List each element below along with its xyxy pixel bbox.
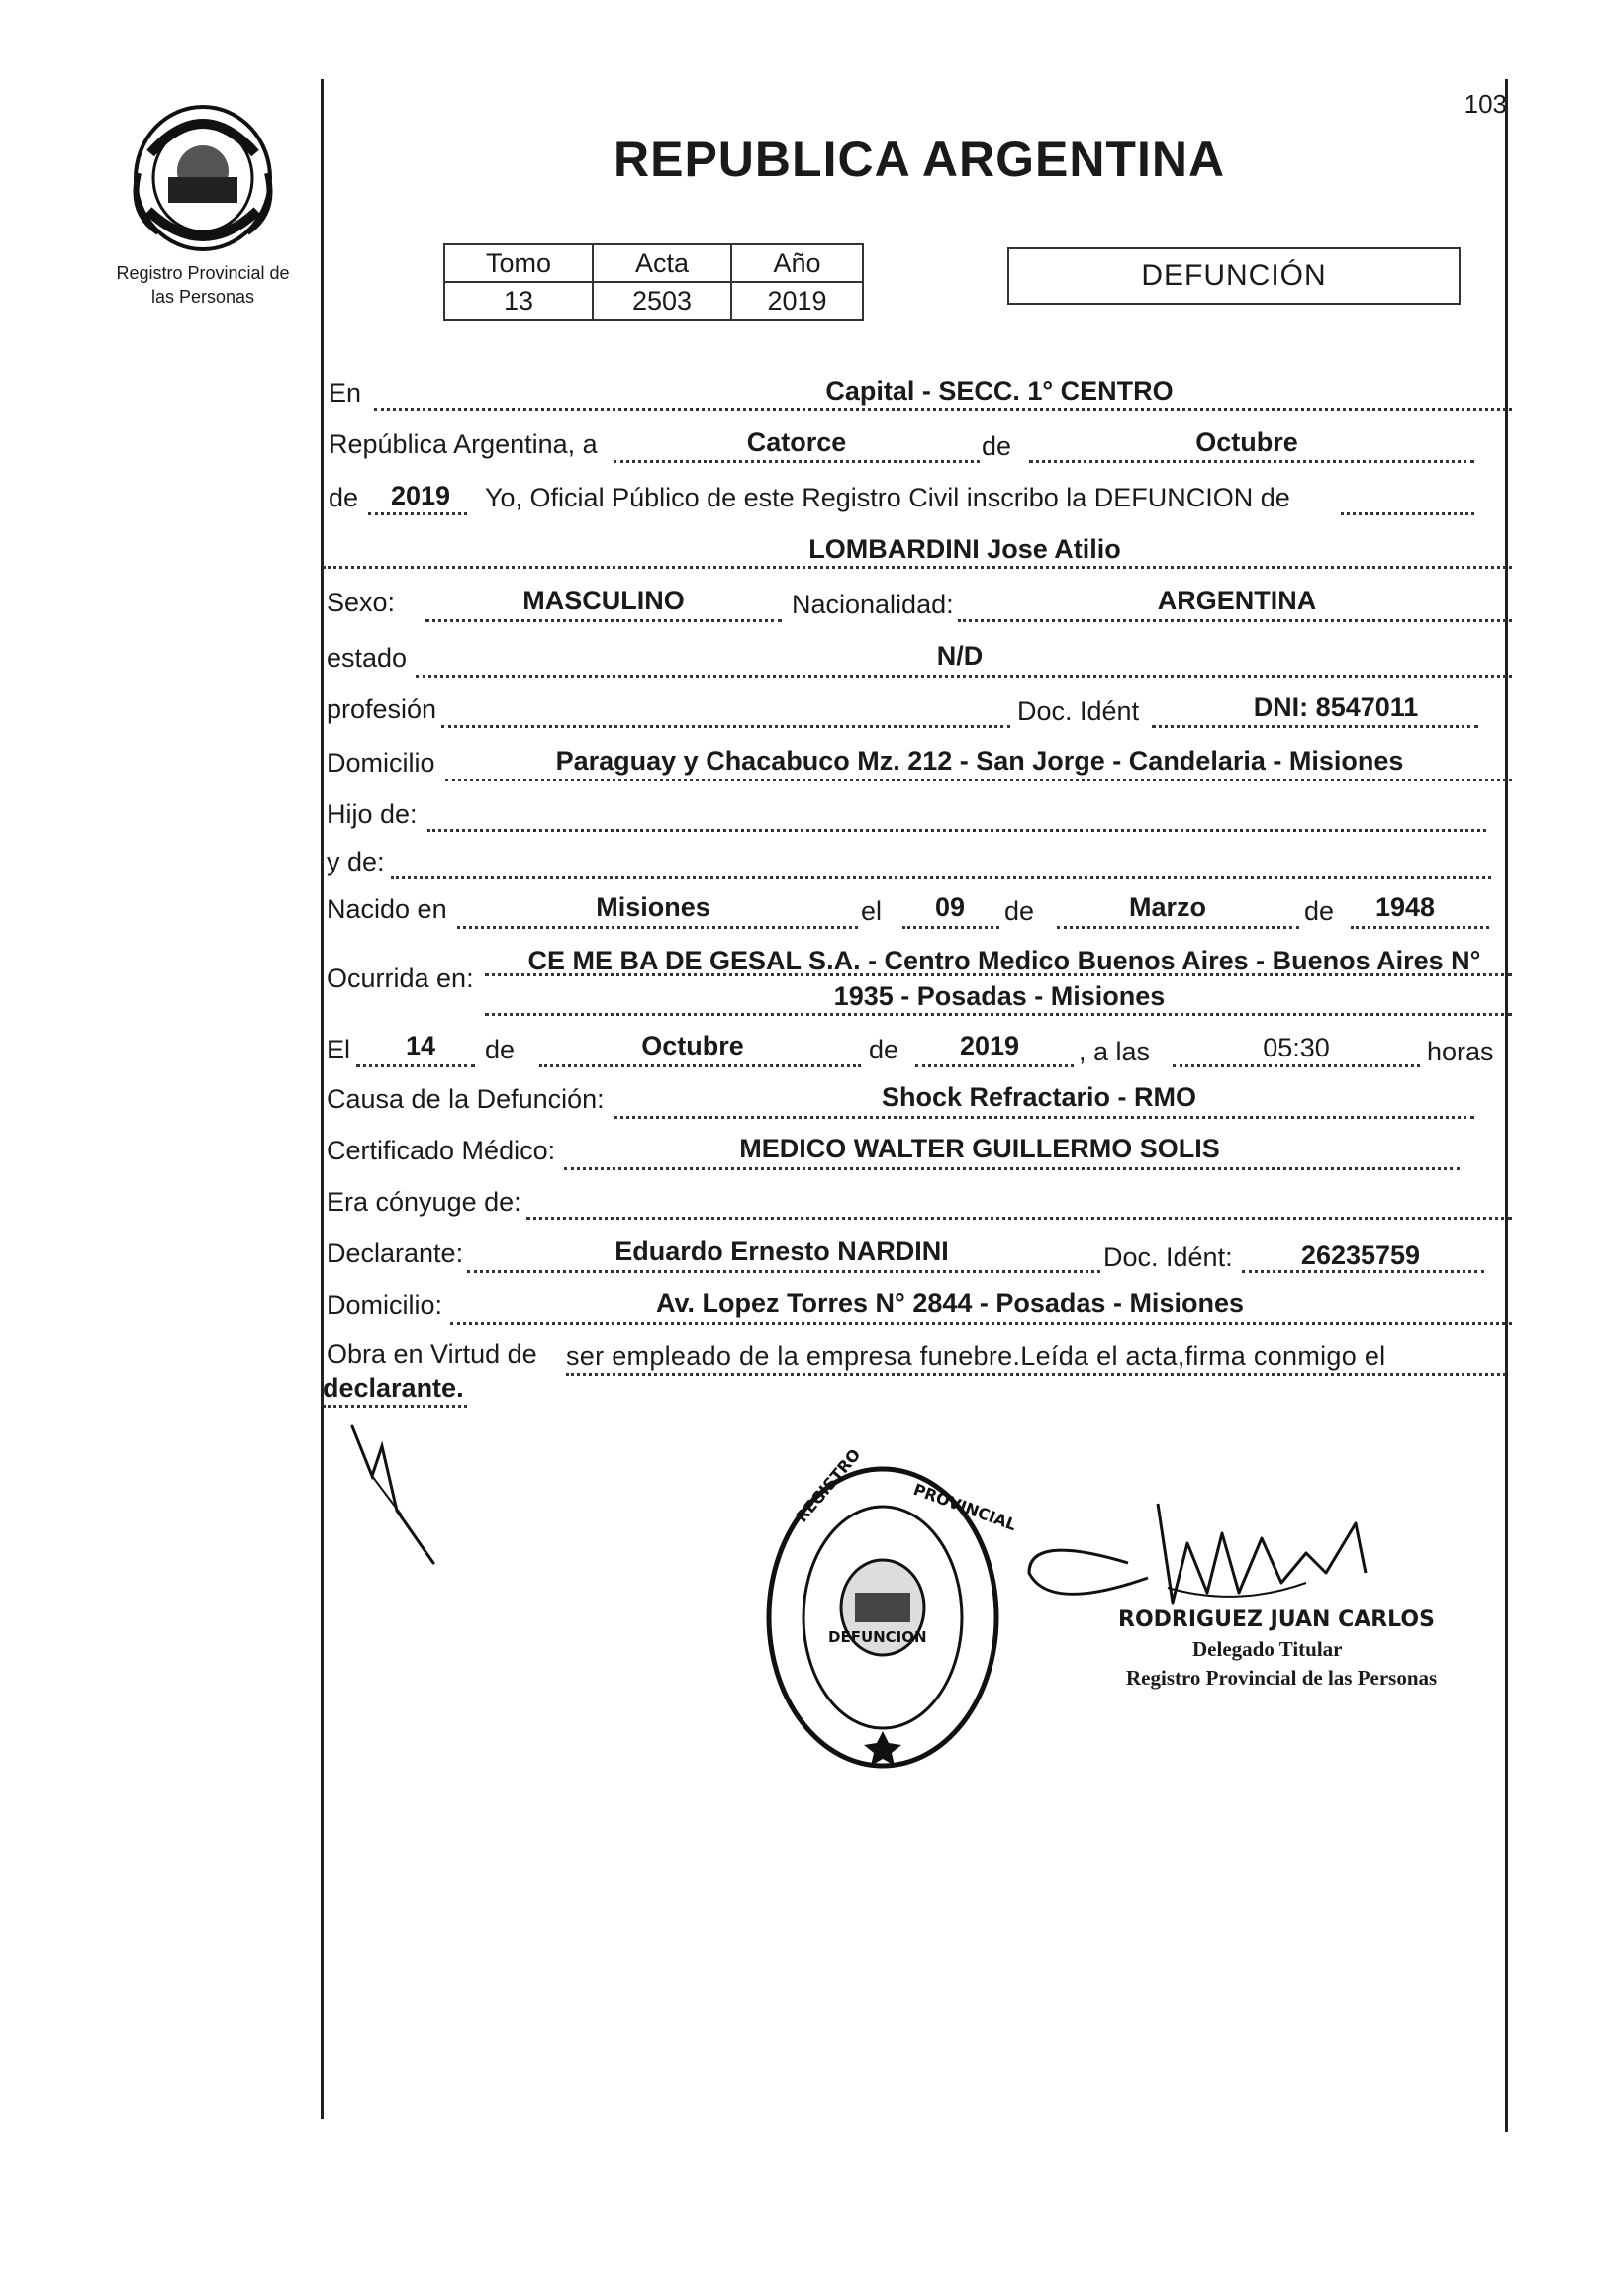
acting-value: ser empleado de la empresa funebre.Leída el acta,firma conmigo el bbox=[566, 1341, 1386, 1371]
sex-label: Sexo: bbox=[327, 588, 396, 617]
document-title: REPUBLICA ARGENTINA bbox=[614, 132, 1226, 187]
nationality-label: Nacionalidad: bbox=[792, 590, 954, 619]
death-day-value: 14 bbox=[405, 1031, 436, 1060]
dotted-line bbox=[467, 1270, 1100, 1273]
tomo-header: Tomo bbox=[444, 244, 593, 282]
province-seal-logo bbox=[129, 94, 277, 252]
death-year-value: 2019 bbox=[959, 1031, 1020, 1060]
declarant-doc-label: Doc. Idént: bbox=[1103, 1242, 1233, 1272]
certificate-label: Certificado Médico: bbox=[327, 1136, 556, 1165]
reference-table bbox=[443, 243, 864, 321]
day-words-value: Catorce bbox=[746, 427, 847, 457]
dotted-line bbox=[425, 619, 782, 622]
dotted-line bbox=[356, 1064, 475, 1067]
dotted-line bbox=[614, 1116, 1474, 1119]
dotted-line bbox=[323, 1405, 467, 1408]
signer-office: Registro Provincial de las Personas bbox=[1126, 1666, 1438, 1690]
record-type-box: DEFUNCIÓN bbox=[1007, 247, 1461, 305]
dotted-line bbox=[445, 779, 1512, 781]
born-place-value: Misiones bbox=[596, 892, 710, 922]
page-number: 103 bbox=[1464, 89, 1507, 119]
dotted-line bbox=[1057, 926, 1299, 929]
acting-label: Obra en Virtud de bbox=[327, 1339, 537, 1369]
place-value: Capital - SECC. 1° CENTRO bbox=[825, 376, 1174, 406]
declarant-label: Declarante: bbox=[327, 1239, 464, 1268]
dotted-line bbox=[374, 408, 1512, 411]
svg-text:REGISTRO: REGISTRO bbox=[792, 1444, 865, 1526]
ano-value: 2019 bbox=[731, 282, 863, 320]
dotted-line bbox=[566, 1373, 1506, 1376]
delegation-stamp bbox=[764, 1444, 1019, 1771]
dotted-line bbox=[526, 1217, 1512, 1220]
acta-value: 2503 bbox=[593, 282, 731, 320]
cause-label: Causa de la Defunción: bbox=[327, 1084, 605, 1114]
en-label: En bbox=[329, 378, 362, 408]
acta-header: Acta bbox=[593, 244, 731, 282]
reference-value-row bbox=[444, 282, 863, 320]
de-label-death-year: de bbox=[869, 1035, 899, 1064]
dotted-line bbox=[450, 1322, 1512, 1325]
at-label: , a las bbox=[1079, 1037, 1151, 1066]
born-day-value: 09 bbox=[934, 892, 966, 922]
dotted-line bbox=[1173, 1064, 1420, 1067]
death-el-label: El bbox=[327, 1035, 351, 1064]
de-label-death-month: de bbox=[485, 1035, 516, 1064]
occurred-line2-value: 1935 - Posadas - Misiones bbox=[833, 981, 1166, 1011]
sex-value: MASCULINO bbox=[522, 586, 685, 615]
nationality-value: ARGENTINA bbox=[1157, 586, 1317, 615]
year-value: 2019 bbox=[390, 481, 451, 510]
registry-name-line2: las Personas bbox=[150, 287, 255, 307]
de-label-year: de bbox=[329, 483, 359, 512]
born-year-value: 1948 bbox=[1374, 892, 1436, 922]
death-time-value: 05:30 bbox=[1263, 1033, 1330, 1062]
declarant-signature bbox=[342, 1417, 451, 1565]
dotted-line bbox=[1029, 460, 1474, 463]
deceased-name-value: LOMBARDINI Jose Atilio bbox=[808, 534, 1121, 564]
profession-label: profesión bbox=[327, 694, 437, 724]
signer-name: RODRIGUEZ JUAN CARLOS bbox=[1118, 1607, 1435, 1632]
declarant-address-value: Av. Lopez Torres N° 2844 - Posadas - Misiones bbox=[656, 1288, 1244, 1318]
de-label: de bbox=[982, 431, 1012, 461]
doc-value: DNI: 8547011 bbox=[1253, 692, 1419, 722]
civil-status-value: N/D bbox=[936, 641, 984, 671]
dotted-line bbox=[323, 566, 1512, 569]
born-label: Nacido en bbox=[327, 894, 447, 924]
ano-header: Año bbox=[731, 244, 863, 282]
dotted-line bbox=[441, 725, 1010, 728]
dotted-line bbox=[485, 1013, 1512, 1016]
dotted-line bbox=[368, 512, 467, 515]
left-margin-rule bbox=[321, 79, 324, 2119]
occurred-line1-value: CE ME BA DE GESAL S.A. - Centro Medico Buenos Aires - Buenos Aires N° bbox=[527, 946, 1481, 975]
dotted-line bbox=[915, 1064, 1074, 1067]
spouse-label: Era cónyuge de: bbox=[327, 1187, 521, 1217]
occurred-label: Ocurrida en: bbox=[327, 964, 474, 993]
de-label-born-month: de bbox=[1004, 896, 1035, 926]
dotted-line bbox=[1152, 725, 1478, 728]
doc-label: Doc. Idént bbox=[1017, 696, 1140, 726]
death-month-value: Octubre bbox=[641, 1031, 744, 1060]
dotted-line bbox=[614, 460, 980, 463]
de-label-born-year: de bbox=[1304, 896, 1335, 926]
svg-text:DEFUNCION: DEFUNCION bbox=[828, 1628, 927, 1646]
dotted-line bbox=[1351, 926, 1489, 929]
address-value: Paraguay y Chacabuco Mz. 212 - San Jorge - Candelaria - Misiones bbox=[555, 746, 1404, 776]
dotted-line bbox=[457, 926, 858, 929]
declarant-address-label: Domicilio: bbox=[327, 1290, 443, 1320]
registry-name bbox=[89, 261, 317, 309]
dotted-line bbox=[416, 675, 1512, 678]
dotted-line bbox=[485, 973, 1512, 976]
civil-status-label: estado bbox=[327, 643, 408, 673]
certificate-value: MEDICO WALTER GUILLERMO SOLIS bbox=[739, 1134, 1220, 1163]
signer-title: Delegado Titular bbox=[1192, 1637, 1343, 1661]
child-of-label: Hijo de: bbox=[327, 799, 418, 829]
dotted-line bbox=[958, 619, 1512, 622]
and-of-label: y de: bbox=[327, 847, 385, 876]
hours-label: horas bbox=[1427, 1037, 1494, 1066]
el-label: el bbox=[861, 896, 883, 926]
dotted-line bbox=[564, 1167, 1460, 1170]
month-value: Octubre bbox=[1195, 427, 1298, 457]
statement-text: Yo, Oficial Público de este Registro Civil inscribo la DEFUNCION de bbox=[485, 483, 1290, 512]
declarant-doc-value: 26235759 bbox=[1300, 1240, 1421, 1270]
country-label: República Argentina, a bbox=[329, 429, 598, 459]
registry-name-line1: Registro Provincial de bbox=[116, 263, 290, 283]
cause-value: Shock Refractario - RMO bbox=[881, 1082, 1197, 1112]
dotted-line bbox=[539, 1064, 861, 1067]
dotted-line bbox=[902, 926, 999, 929]
right-margin-rule bbox=[1505, 79, 1508, 2132]
address-label: Domicilio bbox=[327, 748, 435, 778]
dotted-line bbox=[427, 829, 1486, 832]
declarant-value: Eduardo Ernesto NARDINI bbox=[614, 1237, 949, 1266]
acting-value-line2: declarante. bbox=[323, 1373, 464, 1403]
svg-text:PROVINCIAL: PROVINCIAL bbox=[910, 1479, 1019, 1535]
reference-header-row bbox=[444, 244, 863, 282]
dotted-line bbox=[1341, 512, 1474, 515]
dotted-line bbox=[391, 876, 1491, 879]
born-month-value: Marzo bbox=[1128, 892, 1206, 922]
tomo-value: 13 bbox=[444, 282, 593, 320]
